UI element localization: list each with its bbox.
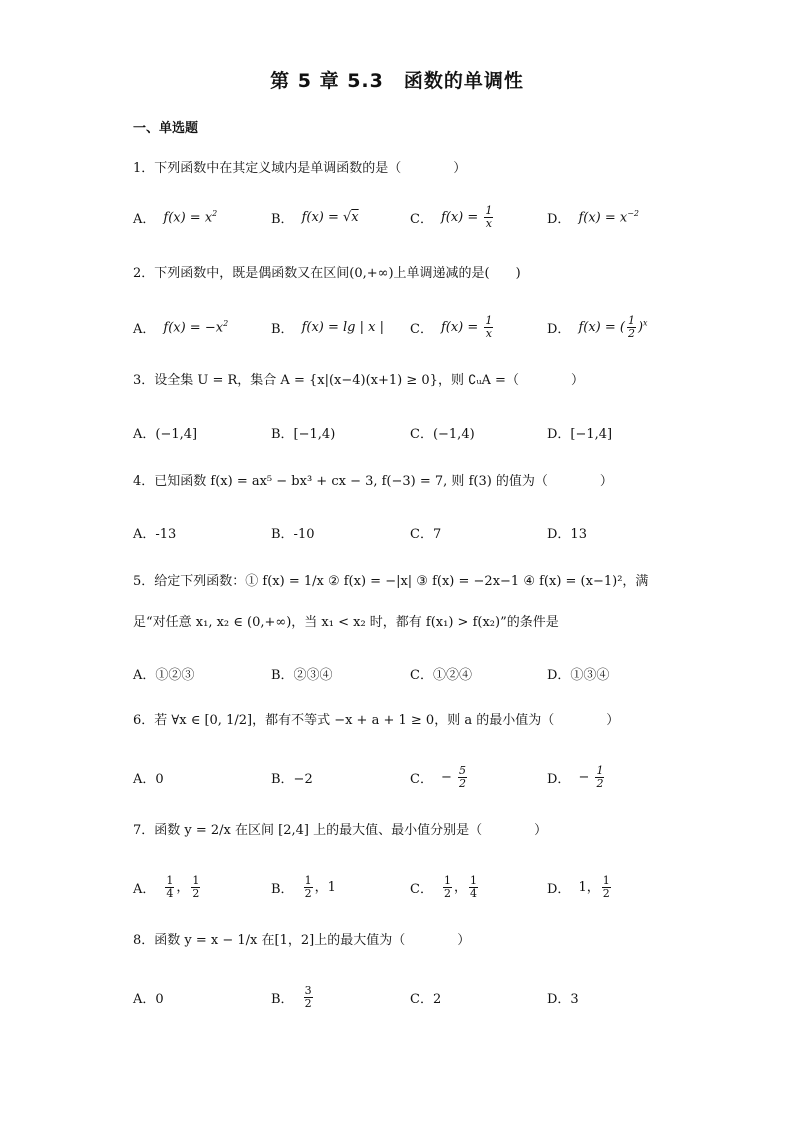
option-label: B． [271, 321, 294, 337]
option-label: C． [410, 321, 433, 337]
formula: f(x) = √x [301, 209, 359, 225]
option-b [271, 872, 336, 902]
option-d: D．[−1,4] [547, 426, 613, 442]
option-c [410, 312, 495, 342]
formula: $f(x) = x^2$ [163, 208, 218, 226]
option-label: D． [547, 771, 571, 787]
question-1-stem: 1．下列函数中在其定义域内是单调函数的是（ ） [133, 161, 467, 176]
formula: $\frac{1}{2}$ ，1 [304, 873, 336, 900]
option-label: C． [410, 881, 433, 897]
option-label: B． [271, 991, 294, 1007]
question-5-stem-line-1: 5．给定下列函数：① f(x) = 1/x ② f(x) = −|x| ③ f(x) = −2x−1 ④ f(x) = (x−1)²，满 [133, 574, 649, 589]
option-a: A．0 [133, 991, 164, 1007]
option-a: A．0 [133, 771, 164, 787]
option-c: C．①②④ [410, 667, 472, 683]
question-8-stem: 8．函数 y = x − 1/x 在[1，2]上的最大值为（ ） [133, 933, 471, 948]
question-1-options [0, 202, 794, 232]
option-a: A．-13 [133, 526, 177, 542]
option-c: C．2 [410, 991, 442, 1007]
option-b [271, 312, 384, 342]
formula: f(x) = ( $\frac{1}{2}$ )$^x$ [578, 313, 648, 340]
question-4-stem: 4．已知函数 f(x) = ax⁵ − bx³ + cx − 3, f(−3) = 7, 则 f(3) 的值为（ ） [133, 474, 613, 489]
question-6-stem: 6．若 ∀x ∈ [0, 1/2]，都有不等式 −x + a + 1 ≥ 0，则 a 的最小值为（ ） [133, 713, 620, 728]
option-label: D． [547, 321, 571, 337]
option-label: D． [547, 881, 571, 897]
option-a: A．①②③ [133, 667, 195, 683]
question-7-options [0, 872, 794, 902]
option-label: C． [410, 771, 433, 787]
option-label: D． [547, 211, 571, 227]
option-b: B．[−1,4) [271, 426, 336, 442]
option-b: B．-10 [271, 526, 315, 542]
formula: $\frac{1}{4}$ ， $\frac{1}{2}$ [166, 873, 200, 900]
formula: $\frac{1}{2}$ ， $\frac{1}{4}$ [443, 873, 477, 900]
option-a [133, 312, 228, 342]
option-a: A．(−1,4] [133, 426, 198, 442]
formula: f(x) = lg | x | [301, 319, 384, 335]
option-b: B．②③④ [271, 667, 333, 683]
option-d [547, 872, 613, 902]
option-d [547, 312, 648, 342]
formula: $f(x) = x^{-2}$ [578, 208, 640, 226]
option-label: C． [410, 211, 433, 227]
formula: f(x) = $\frac{1}{x}$ [440, 203, 493, 230]
option-label: A． [133, 321, 156, 337]
question-4-options [0, 517, 794, 547]
question-6-options [0, 762, 794, 792]
formula: f(x) = $\frac{1}{x}$ [440, 313, 493, 340]
option-c: C．(−1,4) [410, 426, 475, 442]
option-c [410, 762, 469, 792]
section-heading: 一、单选题 [133, 121, 199, 136]
question-2-stem: 2．下列函数中，既是偶函数又在区间(0,+∞)上单调递减的是( ) [133, 266, 521, 281]
formula: $f(x) = -x^2$ [163, 318, 229, 336]
question-7-stem: 7．函数 y = 2/x 在区间 [2,4] 上的最大值、最小值分别是（ ） [133, 823, 548, 838]
option-label: B． [271, 881, 294, 897]
option-label: A． [133, 881, 156, 897]
option-d [547, 202, 639, 232]
option-d: D．①③④ [547, 667, 610, 683]
question-8-options [0, 982, 794, 1012]
option-a [133, 202, 217, 232]
option-c [410, 202, 495, 232]
option-a [133, 872, 202, 902]
formula: − $\frac{1}{2}$ [578, 763, 604, 790]
page-title: 第 5 章 5.3 函数的单调性 [270, 70, 524, 92]
option-d: D．13 [547, 526, 587, 542]
formula: 1， $\frac{1}{2}$ [578, 873, 610, 900]
option-label: A． [133, 211, 156, 227]
formula: $\frac{3}{2}$ [304, 983, 312, 1010]
option-c [410, 872, 480, 902]
question-2-options [0, 312, 794, 342]
question-3-stem: 3．设全集 U = R，集合 A = {x|(x−4)(x+1) ≥ 0}，则 ∁ᵤA =（ ） [133, 373, 584, 388]
question-5-options [0, 658, 794, 688]
option-label: B． [271, 211, 294, 227]
formula: − $\frac{5}{2}$ [440, 763, 466, 790]
option-b [271, 202, 359, 232]
option-d: D．3 [547, 991, 579, 1007]
option-b [271, 982, 315, 1012]
option-c: C．7 [410, 526, 442, 542]
question-3-options [0, 417, 794, 447]
question-5-stem-line-2: 足“对任意 x₁, x₂ ∈ (0,+∞)，当 x₁ < x₂ 时，都有 f(x₁) > f(x₂)”的条件是 [133, 615, 559, 630]
option-b: B．−2 [271, 771, 313, 787]
option-d [547, 762, 606, 792]
